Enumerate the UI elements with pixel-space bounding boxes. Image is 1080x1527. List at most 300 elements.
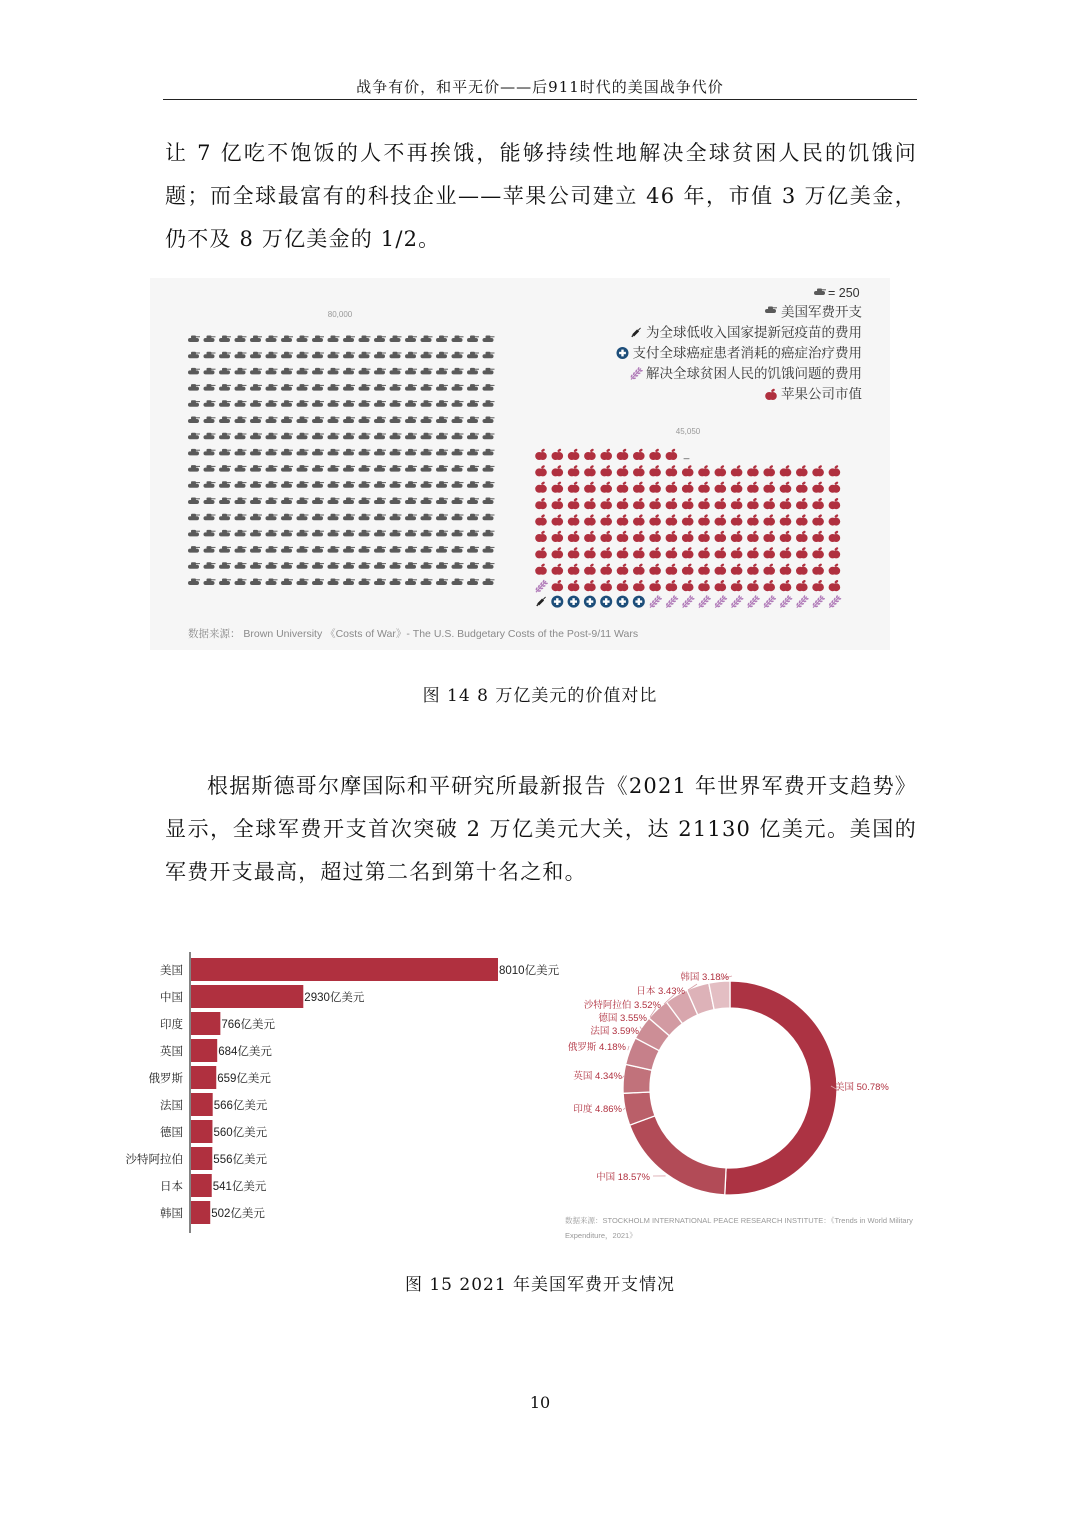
apple-lobe <box>686 468 694 476</box>
apple-icon <box>552 563 564 575</box>
apple-leaf <box>671 465 676 469</box>
apple-icon <box>829 465 841 477</box>
tank-icon <box>467 465 479 472</box>
apple-lobe <box>620 501 628 509</box>
tank-body <box>405 581 416 585</box>
apple-lobe <box>751 485 759 493</box>
tank-barrel <box>304 531 309 532</box>
apple-leaf <box>736 465 741 469</box>
apple-icon <box>796 530 808 542</box>
tank-icon <box>297 368 309 375</box>
tank-barrel <box>459 515 464 516</box>
tank-icon <box>405 400 417 407</box>
apple-leaf <box>622 547 627 551</box>
tank-icon <box>297 514 309 521</box>
tank-icon <box>204 530 216 537</box>
figure-14-pictogram <box>150 278 890 650</box>
apple-icon <box>682 481 694 493</box>
tank-icon <box>390 352 402 359</box>
tank-icon <box>235 417 247 424</box>
tank-body <box>281 549 292 553</box>
tank-icon <box>467 400 479 407</box>
tank-barrel <box>474 450 479 451</box>
apple-lobe <box>604 485 612 493</box>
apple-icon <box>780 563 792 575</box>
tank-body <box>483 435 494 439</box>
apple-icon <box>552 497 564 509</box>
tank-barrel <box>304 515 309 516</box>
tank-barrel <box>273 547 278 548</box>
apple-leaf <box>655 514 660 518</box>
apple-leaf <box>557 497 562 501</box>
tank-body <box>452 549 463 553</box>
tank-barrel <box>474 515 479 516</box>
tank-icon <box>359 368 371 375</box>
tank-icon <box>235 546 247 553</box>
tank-body <box>452 354 463 358</box>
tank-body <box>266 370 277 374</box>
apple-leaf <box>590 448 595 452</box>
tank-icon <box>343 368 355 375</box>
apple-icon <box>535 465 547 477</box>
apple-lobe <box>669 518 677 526</box>
tank-icon <box>328 352 340 359</box>
apple-leaf <box>834 465 839 469</box>
tank-body <box>452 581 463 585</box>
tank-barrel <box>459 353 464 354</box>
tank-body <box>359 516 370 520</box>
apple-icon <box>763 579 775 591</box>
tank-body <box>343 484 354 488</box>
tank-barrel <box>459 482 464 483</box>
tank-body <box>374 435 385 439</box>
apple-icon <box>747 465 759 477</box>
tank-body <box>405 565 416 569</box>
tank-icon <box>452 400 464 407</box>
bar <box>191 958 498 981</box>
tank-body <box>250 338 261 342</box>
tank-barrel <box>412 531 417 532</box>
tank-icon <box>188 449 200 456</box>
apple-lobe <box>767 518 775 526</box>
apple-leaf <box>753 514 758 518</box>
apple-leaf <box>801 579 806 583</box>
tank-body <box>467 370 478 374</box>
apple-icon <box>763 481 775 493</box>
apple-icon <box>682 563 694 575</box>
tank-body <box>467 419 478 423</box>
apple-leaf <box>818 547 823 551</box>
tank-icon <box>483 465 495 472</box>
tank-barrel <box>474 482 479 483</box>
apple-leaf <box>687 514 692 518</box>
figure-15-source-line1: 数据来源：STOCKHOLM INTERNATIONAL PEACE RESEARCH INSTITUTE：《Trends in World Military <box>565 1216 913 1225</box>
apple-lobe <box>816 518 824 526</box>
tank-barrel <box>459 563 464 564</box>
bar <box>191 1066 216 1089</box>
tank-body <box>436 451 447 455</box>
apple-icon <box>649 547 661 559</box>
bar <box>191 985 303 1008</box>
apple-icon <box>552 530 564 542</box>
tank-body <box>343 387 354 391</box>
tank-body <box>219 516 230 520</box>
tank-icon <box>266 417 278 424</box>
tank-icon <box>374 498 386 505</box>
apple-icon <box>812 579 824 591</box>
apple-grid <box>535 448 840 591</box>
tank-body <box>281 338 292 342</box>
tank-icon <box>297 465 309 472</box>
tank-barrel <box>474 563 479 564</box>
tank-icon <box>235 579 247 586</box>
apple-icon <box>600 547 612 559</box>
tank-icon <box>467 579 479 586</box>
tank-body <box>374 565 385 569</box>
apple-icon <box>649 579 661 591</box>
tank-body <box>281 532 292 536</box>
tank-icon <box>452 352 464 359</box>
apple-lobe <box>816 583 824 591</box>
tank-barrel <box>397 336 402 337</box>
tank-barrel <box>397 450 402 451</box>
tank-body <box>328 370 339 374</box>
tank-barrel <box>273 417 278 418</box>
apple-lobe <box>734 518 742 526</box>
tank-icon <box>297 498 309 505</box>
tank-body <box>390 354 401 358</box>
tank-icon <box>483 562 495 569</box>
tank-barrel <box>350 385 355 386</box>
tank-barrel <box>490 563 495 564</box>
tank-barrel <box>226 547 231 548</box>
tank-body <box>235 435 246 439</box>
tank-icon <box>483 530 495 537</box>
apple-leaf <box>687 481 692 485</box>
tank-body <box>814 291 825 295</box>
tank-barrel <box>273 369 278 370</box>
tank-barrel <box>490 482 495 483</box>
apple-lobe <box>637 567 645 575</box>
apple-leaf <box>655 547 660 551</box>
apple-lobe <box>767 534 775 542</box>
apple-leaf <box>671 514 676 518</box>
tank-icon <box>343 579 355 586</box>
tank-icon <box>374 481 386 488</box>
tank-body <box>235 532 246 536</box>
tank-body <box>266 549 277 553</box>
tank-barrel <box>195 369 200 370</box>
tank-icon <box>312 384 324 391</box>
tank-body <box>219 338 230 342</box>
tank-barrel <box>490 401 495 402</box>
tank-icon <box>312 579 324 586</box>
apple-lobe <box>816 567 824 575</box>
tank-body <box>467 549 478 553</box>
tank-body <box>250 549 261 553</box>
apple-leaf <box>622 530 627 534</box>
apple-icon <box>747 547 759 559</box>
tank-icon <box>421 465 433 472</box>
apple-icon <box>617 465 629 477</box>
tank-barrel <box>242 466 247 467</box>
apple-lobe <box>571 567 579 575</box>
tank-body <box>219 500 230 504</box>
bar-category-label: 韩国 <box>160 1208 183 1220</box>
tank-icon <box>188 400 200 407</box>
tank-body <box>235 370 246 374</box>
tank-icon <box>328 498 340 505</box>
tank-barrel <box>428 563 433 564</box>
tank-icon <box>328 336 340 343</box>
tank-icon <box>312 449 324 456</box>
apple-leaf <box>541 481 546 485</box>
tank-body <box>436 370 447 374</box>
apple-icon <box>666 530 678 542</box>
tank-body <box>343 419 354 423</box>
tank-barrel <box>211 417 216 418</box>
syringe-plunger <box>537 604 538 605</box>
medical-cross-icon <box>617 347 629 359</box>
tank-body <box>436 419 447 423</box>
apple-lobe <box>816 501 824 509</box>
apple-icon <box>633 579 645 591</box>
tank-body <box>390 338 401 342</box>
tank-body <box>188 532 199 536</box>
apple-icon <box>763 514 775 526</box>
apple-lobe <box>783 485 791 493</box>
donut-slice-label: 印度 4.86% <box>573 1104 622 1115</box>
apple-lobe <box>816 468 824 476</box>
tank-icon <box>483 579 495 586</box>
apple-lobe <box>734 485 742 493</box>
tank-barrel <box>397 482 402 483</box>
tank-barrel <box>257 434 262 435</box>
tank-barrel <box>397 515 402 516</box>
tank-icon <box>374 514 386 521</box>
tank-icon <box>250 368 262 375</box>
apple-icon <box>715 497 727 509</box>
apple-lobe <box>539 485 547 493</box>
apple-lobe <box>637 501 645 509</box>
tank-barrel <box>397 563 402 564</box>
apple-leaf <box>720 563 725 567</box>
tank-icon <box>266 514 278 521</box>
tank-barrel <box>319 385 324 386</box>
cross-bar-h <box>619 352 626 354</box>
tank-barrel <box>195 336 200 337</box>
tank-body <box>483 468 494 472</box>
apple-leaf <box>573 547 578 551</box>
tank-barrel <box>381 579 386 580</box>
tank-icon <box>436 449 448 456</box>
tank-barrel <box>273 466 278 467</box>
tank-icon <box>467 368 479 375</box>
tank-body <box>188 354 199 358</box>
apple-leaf <box>801 530 806 534</box>
bar-value-label: 566亿美元 <box>213 1100 268 1112</box>
tank-barrel <box>319 579 324 580</box>
tank-barrel <box>428 369 433 370</box>
apple-icon <box>715 579 727 591</box>
tank-icon <box>328 368 340 375</box>
tank-icon <box>452 384 464 391</box>
tank-body <box>328 354 339 358</box>
tank-body <box>188 451 199 455</box>
legend-label: 美国军费开支 <box>781 304 862 320</box>
wheat-icon <box>829 595 842 608</box>
tank-body <box>436 435 447 439</box>
apple-icon <box>812 465 824 477</box>
tank-icon <box>483 498 495 505</box>
apple-lobe <box>620 468 628 476</box>
tank-body <box>343 468 354 472</box>
tank-icon <box>436 498 448 505</box>
tank-barrel <box>257 531 262 532</box>
apple-leaf <box>834 481 839 485</box>
apple-leaf <box>801 481 806 485</box>
apple-leaf <box>834 530 839 534</box>
apple-lobe <box>734 583 742 591</box>
apple-leaf <box>687 563 692 567</box>
tank-icon <box>359 579 371 586</box>
tank-icon <box>188 368 200 375</box>
apple-lobe <box>604 550 612 558</box>
apple-leaf <box>704 481 709 485</box>
tank-icon <box>328 449 340 456</box>
tank-body <box>452 532 463 536</box>
tank-body <box>266 468 277 472</box>
apple-leaf <box>818 514 823 518</box>
tank-icon <box>390 579 402 586</box>
tank-barrel <box>257 547 262 548</box>
tank-icon <box>374 384 386 391</box>
tank-icon <box>297 579 309 586</box>
tank-icon <box>312 546 324 553</box>
tank-barrel <box>428 401 433 402</box>
apple-leaf <box>622 497 627 501</box>
apple-lobe <box>702 567 710 575</box>
apple-leaf <box>818 530 823 534</box>
tank-icon <box>328 417 340 424</box>
apple-icon <box>796 514 808 526</box>
tank-body <box>328 435 339 439</box>
apple-lobe <box>669 583 677 591</box>
tank-icon <box>266 562 278 569</box>
tank-barrel <box>490 417 495 418</box>
tank-barrel <box>319 450 324 451</box>
tank-body <box>204 419 215 423</box>
apple-lobe <box>588 501 596 509</box>
apple-leaf <box>785 465 790 469</box>
apple-lobe <box>832 518 840 526</box>
apple-icon <box>584 481 596 493</box>
tank-icon <box>266 352 278 359</box>
tank-icon <box>359 352 371 359</box>
wheat-icon <box>535 580 548 593</box>
tank-body <box>405 354 416 358</box>
tank-barrel <box>366 531 371 532</box>
apple-icon <box>649 465 661 477</box>
bar-category-label: 法国 <box>160 1100 183 1112</box>
page-number: 10 <box>529 1393 551 1412</box>
tank-body <box>374 451 385 455</box>
tank-barrel <box>366 515 371 516</box>
tank-body <box>467 500 478 504</box>
tank-body <box>374 500 385 504</box>
tank-barrel <box>335 434 340 435</box>
tank-icon <box>483 384 495 391</box>
tank-icon <box>219 368 231 375</box>
apple-icon <box>812 530 824 542</box>
tank-body <box>250 387 261 391</box>
tank-body <box>281 387 292 391</box>
tank-icon <box>436 352 448 359</box>
tank-barrel <box>459 385 464 386</box>
apple-icon <box>617 448 629 460</box>
tank-icon <box>390 562 402 569</box>
apple-leaf <box>590 465 595 469</box>
tank-barrel <box>459 547 464 548</box>
tank-barrel <box>304 547 309 548</box>
tank-barrel <box>211 450 216 451</box>
tank-body <box>297 549 308 553</box>
tank-icon <box>405 417 417 424</box>
apple-icon <box>731 563 743 575</box>
tank-body <box>219 484 230 488</box>
apple-leaf <box>834 547 839 551</box>
tank-icon <box>359 530 371 537</box>
tank-barrel <box>350 579 355 580</box>
apple-lobe <box>734 550 742 558</box>
tank-barrel <box>273 515 278 516</box>
apple-lobe <box>767 485 775 493</box>
apple-icon <box>829 481 841 493</box>
apple-lobe <box>718 501 726 509</box>
tank-body <box>235 549 246 553</box>
tank-body <box>421 419 432 423</box>
apple-icon <box>600 497 612 509</box>
tank-body <box>266 484 277 488</box>
tank-body <box>452 516 463 520</box>
tank-barrel <box>335 563 340 564</box>
tank-icon <box>312 368 324 375</box>
tank-body <box>405 435 416 439</box>
apple-icon <box>649 448 661 460</box>
tank-body <box>250 500 261 504</box>
tank-barrel <box>381 336 386 337</box>
tank-icon <box>421 562 433 569</box>
apple-leaf <box>622 448 627 452</box>
tank-barrel <box>273 498 278 499</box>
apple-icon <box>552 481 564 493</box>
apple-leaf <box>590 497 595 501</box>
tank-barrel <box>288 401 293 402</box>
tank-body <box>297 354 308 358</box>
tank-barrel <box>257 353 262 354</box>
apple-icon <box>600 465 612 477</box>
apple-icon <box>731 547 743 559</box>
tank-icon <box>328 514 340 521</box>
apple-leaf <box>704 465 709 469</box>
apple-icon <box>600 448 612 460</box>
apple-leaf <box>557 547 562 551</box>
apple-leaf <box>834 497 839 501</box>
tank-icon <box>219 481 231 488</box>
apple-lobe <box>653 452 661 460</box>
tank-body <box>359 338 370 342</box>
legend-label: 支付全球癌症患者消耗的癌症治疗费用 <box>632 345 862 361</box>
